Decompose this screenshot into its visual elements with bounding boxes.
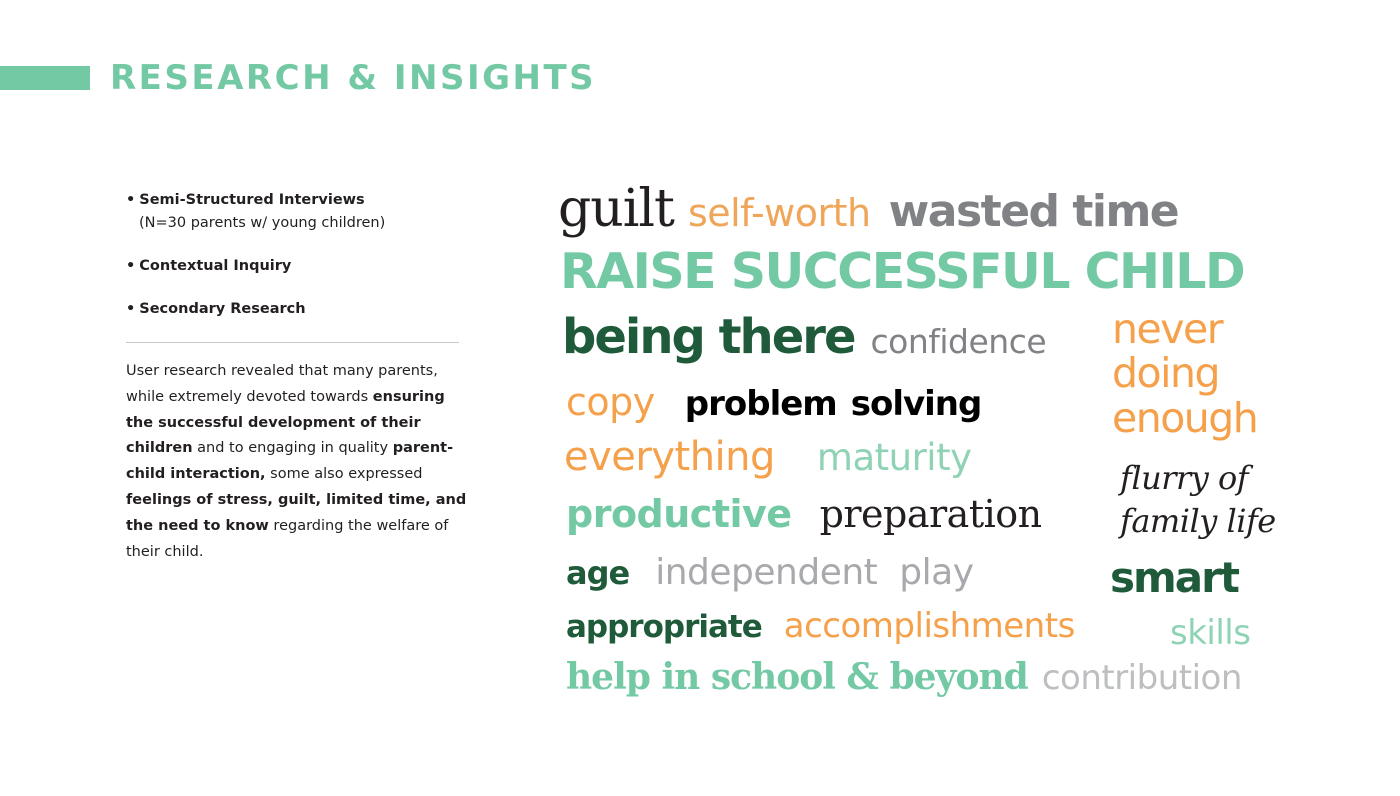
- wordcloud-row: [566, 552, 974, 593]
- word-confidence: confidence: [870, 322, 1047, 361]
- word-independent: independent: [655, 552, 878, 593]
- word-cloud: [552, 175, 1282, 705]
- bullet-label: Secondary Research: [139, 301, 306, 318]
- word-raise-successful-child: RAISE SUCCESSFUL CHILD: [560, 243, 1245, 300]
- word-doing: doing: [1112, 349, 1220, 398]
- word-wasted-time: wasted time: [888, 186, 1179, 237]
- word-play: play: [899, 552, 974, 593]
- word-skills: skills: [1170, 613, 1251, 653]
- word-being-there: being there: [562, 309, 855, 365]
- bullet-sublabel: (N=30 parents w/ young children): [139, 215, 386, 232]
- bullet-label: Semi-Structured Interviews: [139, 192, 365, 208]
- word-appropriate: appropriate: [566, 609, 762, 645]
- wordcloud-row: [566, 656, 1242, 698]
- word-everything: everything: [564, 434, 775, 480]
- word-maturity: maturity: [816, 436, 972, 479]
- wordcloud-row: [562, 309, 1047, 365]
- word-family-life: family life: [1120, 502, 1276, 541]
- left-column: [126, 190, 476, 565]
- paragraph-part-2: and to engaging in quality: [192, 440, 393, 457]
- word-copy: copy: [566, 380, 655, 424]
- divider: [126, 342, 459, 343]
- word-enough: enough: [1112, 393, 1258, 442]
- wordcloud-row: [566, 606, 1075, 646]
- word-guilt: guilt: [558, 179, 674, 239]
- word-preparation: preparation: [819, 492, 1042, 536]
- list-item: [126, 299, 476, 320]
- word-problem: problem: [684, 384, 837, 424]
- wordcloud-row: [566, 492, 1042, 536]
- wordcloud-row: [558, 179, 1179, 239]
- wordcloud-group-flurry-of-family-life: [1120, 457, 1276, 543]
- list-item: [126, 256, 476, 277]
- paragraph-part-1: User research revealed that many parents, while extremely devoted towards: [126, 363, 438, 405]
- title-accent-bar: [0, 66, 90, 90]
- word-never: never: [1112, 305, 1223, 353]
- paragraph-part-3: some also expressed: [265, 466, 423, 483]
- word-solving: solving: [850, 384, 982, 424]
- list-item: [126, 190, 476, 234]
- word-help-in-school-and-beyond: help in school & beyond: [566, 656, 1028, 698]
- paragraph-bold-1: ensuring the successful development of their children: [126, 388, 445, 457]
- summary-paragraph: [126, 359, 474, 565]
- word-contribution: contribution: [1041, 658, 1242, 698]
- bullet-icon: •: [126, 301, 136, 318]
- paragraph-bold-3: feelings of stress, guilt, limited time, and the need to know: [126, 492, 467, 534]
- bullet-icon: •: [126, 192, 136, 208]
- bullet-label: Contextual Inquiry: [139, 258, 292, 275]
- word-accomplishments: accomplishments: [783, 606, 1075, 646]
- wordcloud-row: [564, 434, 972, 480]
- word-productive: productive: [566, 492, 792, 536]
- word-self-worth: self-worth: [687, 191, 871, 235]
- paragraph-part-4: regarding the welfare of their child.: [126, 517, 449, 560]
- wordcloud-row: [560, 243, 1245, 300]
- word-smart: smart: [1110, 553, 1238, 602]
- word-age: age: [566, 554, 630, 592]
- wordcloud-group-never-doing-enough: [1112, 307, 1257, 440]
- wordcloud-row: [566, 380, 982, 424]
- word-flurry-of: flurry of: [1120, 459, 1249, 497]
- bullet-icon: •: [126, 258, 136, 275]
- paragraph-bold-2: parent-child interaction,: [126, 440, 454, 483]
- page-title: RESEARCH & INSIGHTS: [110, 58, 597, 98]
